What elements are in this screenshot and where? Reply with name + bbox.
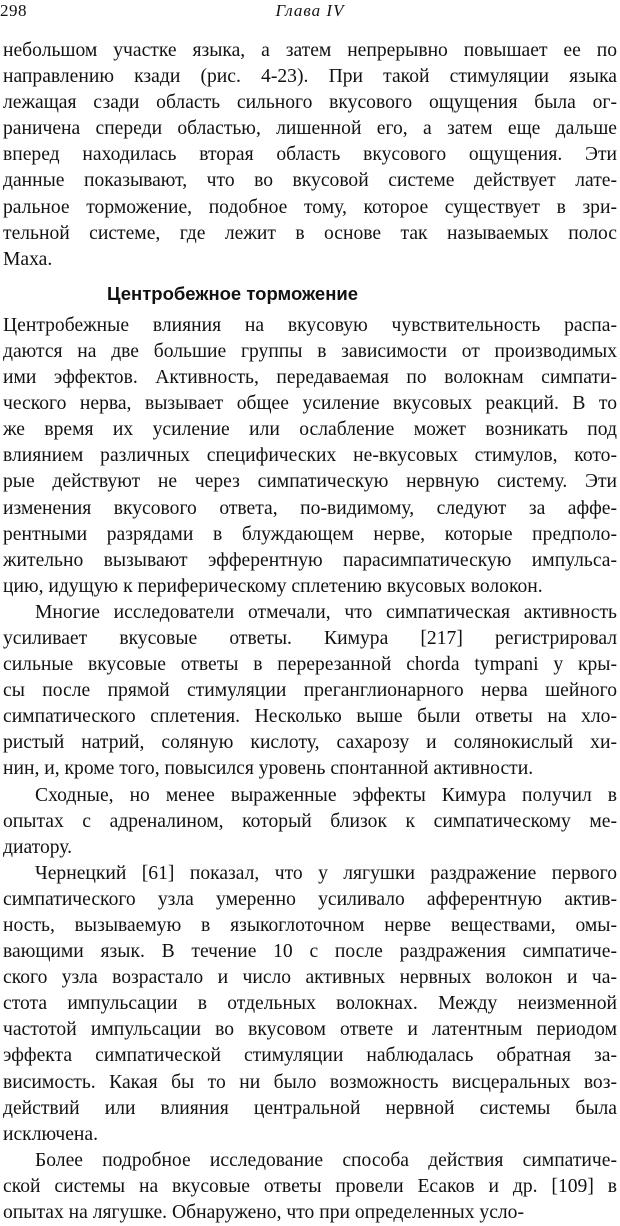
text-line: ральное торможение, подобное тому, которое существует в зри-: [3, 196, 617, 218]
text-line: сильные вкусовые ответы в перерезанной chorda tympani у кры-: [3, 654, 617, 676]
text-line: Сходные, но менее выраженные эффекты Кимура получил в: [35, 784, 617, 806]
text-line: опытах с адреналином, который близок к симпатическому ме-: [3, 810, 617, 832]
paragraph: [3, 783, 617, 861]
text-line: Более подробное исследование способа действия симпатиче-: [35, 1149, 617, 1171]
text-line: рентными разрядами в блуждающем нерве, которые предполо-: [3, 523, 617, 545]
text-line: ской системы на вкусовые ответы провели Есаков и др. [109] в: [3, 1175, 617, 1197]
text-line: ими эффектов. Активность, передаваемая по волокнам симпати-: [3, 367, 617, 389]
paragraph: [3, 38, 617, 273]
text-line: симпатического узла умеренно усиливало афферентную актив-: [3, 888, 617, 910]
paragraph: [3, 313, 617, 600]
text-line: рые действуют не через симпатическую нервную систему. Эти: [3, 471, 617, 493]
text-line: симпатического сплетения. Несколько выше были ответы на хло-: [3, 706, 617, 728]
text-line: ческого нерва, вызывает общее усиление вкусовых реакций. В то: [3, 393, 617, 415]
text-line: небольшом участке языка, а затем непрерывно повышает ее по: [3, 40, 617, 61]
paragraph: [3, 861, 617, 1148]
text-line: влиянием различных специфических не-вкусовых стимулов, кото-: [3, 445, 617, 467]
text-line: нин, и, кроме того, повысился уровень спонтанной активности.: [3, 758, 534, 780]
paragraph: [3, 1148, 617, 1226]
text-line: висимость. Какая бы то ни было возможность висцеральных воз-: [3, 1071, 617, 1093]
page-number: 298: [0, 1, 27, 20]
text-line: Центробежные влияния на вкусовую чувствительность распа-: [3, 314, 617, 336]
section-heading: Центробежное торможение: [107, 282, 359, 304]
text-line: действий или влияния центральной нервной системы была: [3, 1097, 617, 1119]
text-line: изменения вкусового ответа, по-видимому, следуют за аффе-: [3, 497, 617, 519]
text-line: же время их усиление или ослабление может возникать под: [3, 419, 617, 441]
text-line: вперед находилась вторая область вкусового ощущения. Эти: [3, 144, 617, 166]
text-line: ского узла возрастало и число активных нервных волокон и ча-: [3, 967, 617, 989]
text-line: частотой импульсации во вкусовом ответе и латентным периодом: [3, 1019, 617, 1041]
text-line: вающими язык. В течение 10 с после раздражения симпатиче-: [3, 941, 617, 963]
text-line: ность, вызываемую в языкоглоточном нерве веществами, омы-: [3, 915, 617, 936]
text-line: лежащая сзади область сильного вкусового ощущения была ог-: [3, 92, 617, 114]
text-line: усиливает вкусовые ответы. Кимура [217] регистрировал: [3, 627, 617, 649]
text-line: Чернецкий [61] показал, что у лягушки раздражение первого: [35, 862, 617, 884]
body-text: [3, 38, 617, 1226]
text-line: стота импульсации в отдельных волокнах. Между неизменной: [3, 993, 617, 1015]
text-line: ристый натрий, соляную кислоту, сахарозу и солянокислый хи-: [3, 732, 617, 754]
page-header: [0, 0, 620, 24]
text-line: данные показывают, что во вкусовой системе действует лате-: [3, 170, 617, 192]
text-line: исключена.: [3, 1123, 99, 1145]
text-line: даются на две большие группы в зависимости от производимых: [3, 340, 617, 362]
text-line: опытах на лягушке. Обнаружено, что при определенных усло-: [3, 1202, 524, 1224]
text-line: сы после прямой стимуляции преганглионарного нерва шейного: [3, 680, 617, 702]
text-line: направлению кзади (рис. 4-23). При такой стимуляции языка: [3, 66, 617, 88]
text-line: эффекта симпатической стимуляции наблюдалась обратная за-: [3, 1045, 617, 1067]
text-line: Многие исследователи отмечали, что симпатическая активность: [35, 601, 617, 623]
text-line: раничена спереди областью, лишенной его, а затем еще дальше: [3, 118, 617, 140]
text-line: жительно вызывают эфферентную парасимпатическую импульса-: [3, 549, 617, 571]
text-line: Маха.: [3, 248, 53, 270]
text-line: тельной системе, где лежит в основе так называемых полос: [3, 222, 617, 244]
text-line: цию, идущую к периферическому сплетению вкусовых волокон.: [3, 575, 543, 597]
text-line: диатору.: [3, 836, 73, 858]
paragraph: [3, 600, 617, 783]
running-head: Глава IV: [275, 1, 345, 20]
